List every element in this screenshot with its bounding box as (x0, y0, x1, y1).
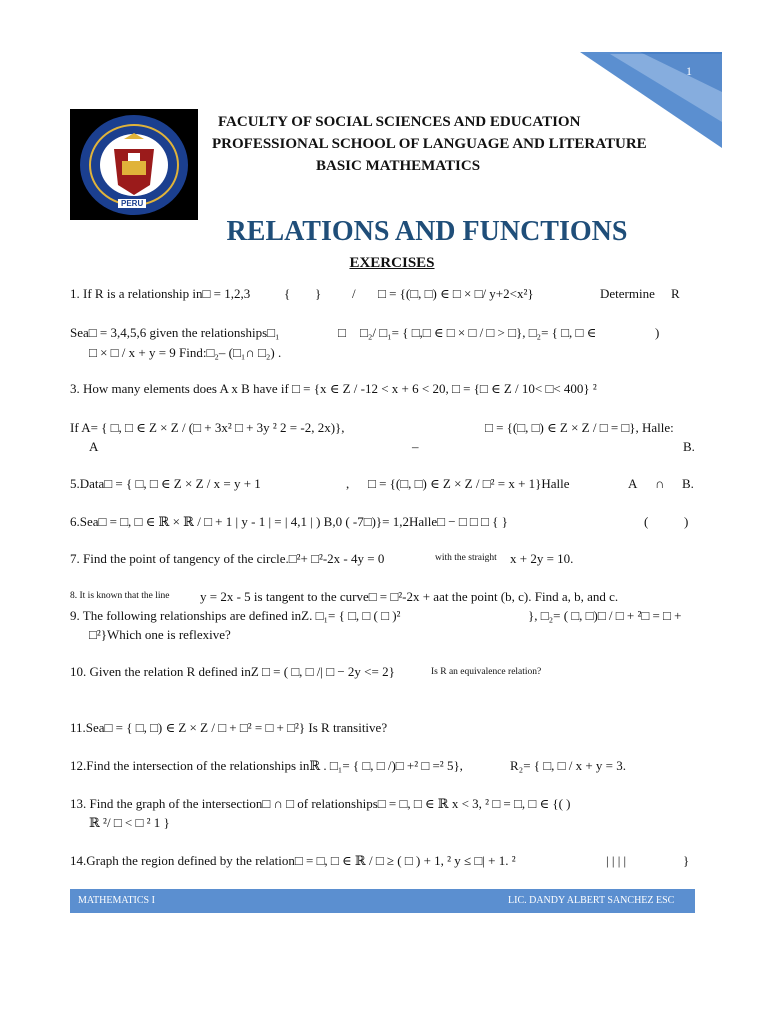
exercise-text-line: }, □₂= ( □, □)□ / □ + ²□ = □ + (528, 608, 682, 623)
exercise-text-line: B. (683, 439, 695, 454)
exercise-text-line: ) (655, 325, 660, 340)
school-name: PROFESSIONAL SCHOOL OF LANGUAGE AND LITERATURE (212, 136, 647, 152)
exercise-text-line: R₂= { □, □ / x + y = 3. (510, 758, 627, 773)
exercise-text-line: Is R an equivalence relation? (431, 667, 542, 677)
exercise-text-line: 13. Find the graph of the intersection□ ∩ □ of relationships□ = □, □ ∈ ℝ x < 3, ² □ = □, □ ∈ {( ) (70, 796, 571, 811)
exercise-text-line: □ (338, 325, 346, 340)
exercise-text-line: □₂/ □₁= { □,□ ∈ □ × □ / □ > □}, □₂= { □, □ ∈ (360, 325, 597, 340)
exercise-text-line: ℝ ²/ □ < □ ² 1 } (89, 815, 170, 830)
page-number: 1 (686, 64, 692, 78)
exercise-text-line: y = 2x - 5 is tangent to the curve□ = □²-2x + aat the point (b, c). Find a, b, and c. (200, 589, 619, 604)
exercise-text-line: □ = {(□, □) ∈ □ × □/ y+2<x²} (378, 286, 534, 301)
exercise-text-line: 11.Sea□ = { □, □) ∈ Z × Z / □ + □² = □ + □²} Is R transitive? (70, 720, 388, 735)
exercise-text-line: R (671, 286, 680, 301)
exercise-text-line: 5.Data□ = { □, □ ∈ Z × Z / x = y + 1 (70, 476, 261, 491)
page-title: RELATIONS AND FUNCTIONS (226, 216, 628, 247)
exercise-text-line: □²}Which one is reflexive? (89, 627, 231, 642)
exercise-text-line: { (284, 286, 291, 301)
exercise-text-line: 12.Find the intersection of the relationships inℝ . □₁= { □, □ /)□ +² □ =² 5}, (70, 758, 463, 773)
exercise-text-line: / (352, 286, 356, 301)
exercise-text-line: | | | | (606, 853, 627, 868)
exercise-text-line: 10. Given the relation R defined inZ □ = ( □, □ /| □ − 2y <= 2} (70, 664, 395, 679)
exercise-text-line: } (315, 286, 322, 301)
exercise-text-line: 6.Sea□ = □, □ ∈ ℝ × ℝ / □ + 1 | y - 1 | = | 4,1 | ) B,0 ( -7□)}= 1,2Halle□ − □ □ □ { } (70, 514, 508, 529)
exercise-text-line: 7. Find the point of tangency of the circle.□²+ □²-2x - 4y = 0 (70, 551, 385, 566)
exercise-text-line: □ = {(□, □) ∈ Z × Z / □² = x + 1}Halle (368, 476, 570, 491)
exercise-text-line: with the straight (435, 553, 497, 563)
exercise-text-line: } (683, 853, 690, 868)
exercise-text-line: 9. The following relationships are defined inZ. □₁= { □, □ ( □ )² (70, 608, 401, 623)
exercise-text-line: ∩ (655, 476, 665, 491)
exercise-text-line: If A= { □, □ ∈ Z × Z / (□ + 3x² □ + 3y ² 2 = -2, 2x)}, (70, 420, 345, 435)
exercise-text-line: Sea□ = 3,4,5,6 given the relationships□₁ (70, 325, 280, 340)
page-footer (70, 889, 695, 913)
faculty-name: FACULTY OF SOCIAL SCIENCES AND EDUCATION (218, 114, 581, 130)
exercise-text-line: A (628, 476, 638, 491)
exercise-text-line: x + 2y = 10. (510, 551, 574, 566)
exercise-text-line: 8. It is known that the line (70, 591, 170, 601)
exercise-text-line: 1. If R is a relationship in□ = 1,2,3 (70, 286, 251, 301)
exercise-text-line: Determine (600, 286, 655, 301)
exercise-text-line: – (412, 439, 419, 454)
university-logo (70, 109, 198, 220)
exercise-text-line: , (346, 476, 350, 491)
page-corner-decoration (580, 52, 722, 148)
exercise-text-line: □ × □ / x + y = 9 Find:□₂– (□₁∩ □₂) . (89, 345, 282, 360)
exercise-text-line: 14.Graph the region defined by the relation□ = □, □ ∈ ℝ / □ ≥ ( □ ) + 1, ² y ≤ □| + 1. ² (70, 853, 516, 868)
section-subtitle: EXERCISES (349, 255, 435, 271)
exercise-text-line: ) (684, 514, 689, 529)
logo-text: PERU (118, 199, 146, 208)
exercise-text-line: ( (644, 514, 649, 529)
exercise-text-line: 3. How many elements does A x B have if □ = {x ∈ Z / -12 < x + 6 < 20, □ = {□ ∈ Z / 10< □< 400} ² (70, 381, 597, 396)
course-name: BASIC MATHEMATICS (316, 158, 481, 174)
exercise-text-line: B. (682, 476, 694, 491)
footer-course: MATHEMATICS I (78, 895, 155, 906)
exercise-text-line: □ = {(□, □) ∈ Z × Z / □ = □}, Halle: (485, 420, 674, 435)
footer-author: LIC. DANDY ALBERT SANCHEZ ESC (508, 895, 675, 906)
exercise-text-line: A (89, 439, 99, 454)
